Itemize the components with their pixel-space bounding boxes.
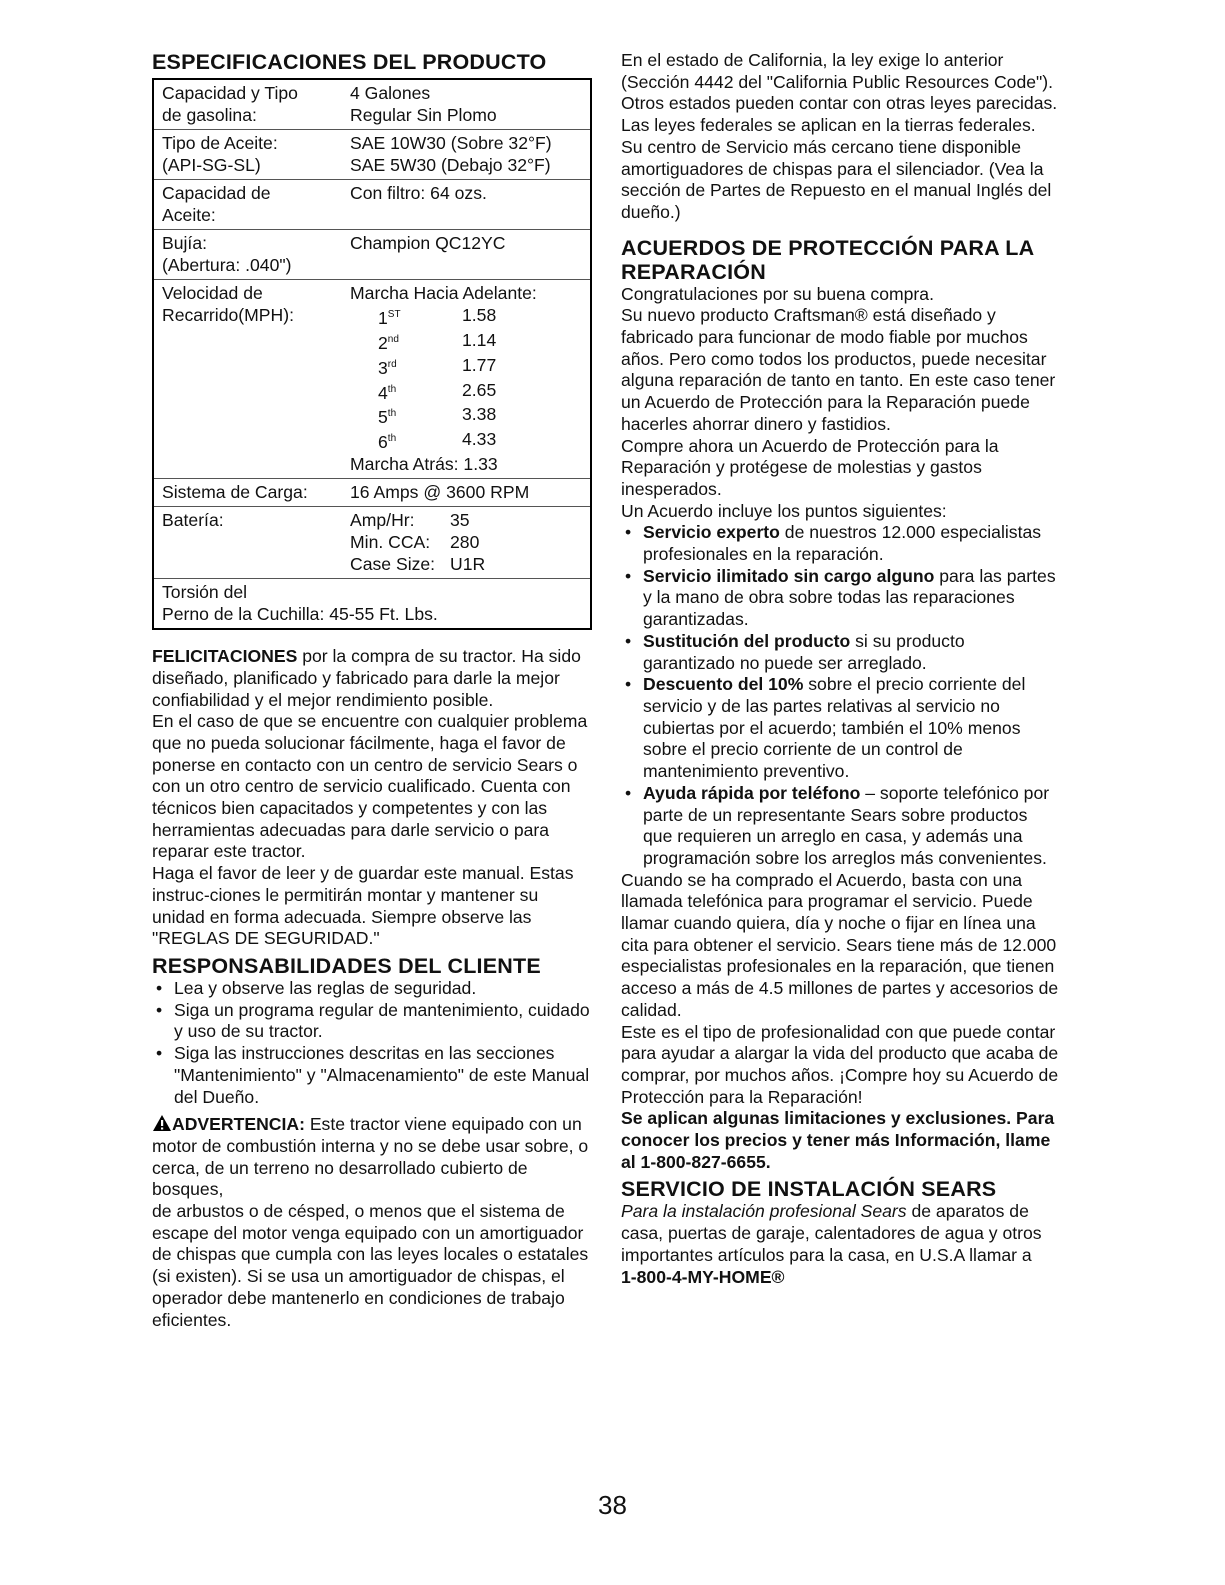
list-item: • Lea y observe las reglas de seguridad. [156,978,477,998]
warning-continued: de arbustos o de césped, o menos que el sistema de escape del motor venga equipado con un amortiguador de chispas que cumpla con las leyes locales o estatales (si existen). Si se usa un amortiguador de chispas, el operador debe mantenerlo en condiciones de trabajo eficientes. [152,1201,589,1330]
list-item: • Servicio experto de nuestros 12.000 especialistas profesionales en la reparación. [625,522,1042,565]
list-item: • Siga un programa regular de mantenimiento, cuidado y uso de su tractor. [156,999,590,1042]
spec-label: (Abertura: .040") [162,255,292,275]
installation-phone: 1-800-4-MY-HOME® [621,1266,785,1287]
gear-row [350,354,584,379]
spec-value: Marcha Atrás: 1.33 [350,454,498,475]
spec-label: Capacidad de [162,183,271,203]
limitations-notice: Se aplican algunas limitaciones y exclusiones. Para conocer los precios y tener más Información, llame al 1-800-827-6655. [621,1108,1055,1172]
spec-label: Velocidad de [162,283,263,303]
battery-field-value: 35 [450,510,470,531]
spec-label: de gasolina: [162,105,257,125]
gear-speed: 2.65 [462,379,497,400]
gear-row [350,304,584,329]
spec-label: Perno de la Cuchilla: [162,604,325,625]
spec-row-blade-torque [154,578,590,628]
spec-label: Sistema de Carga: [162,482,308,503]
gear-speed: 4.33 [462,429,497,450]
service-paragraph: En el caso de que se encuentre con cualquier problema que no pueda solucionar fácilmente, haga el favor de ponerse en contacto con un centro de servicio Sears o con un otro centro de servicio cualificado. Cuenta con técnicos bien capacitados y competentes y con las herramientas adecuadas para darle servicio o para reparar este tractor. [152,711,588,862]
spec-value: SAE 10W30 (Sobre 32°F) [350,133,552,153]
battery-field-label: Min. CCA: [350,532,431,553]
list-item: • Descuento del 10% sobre el precio corriente del servicio y de las partes relativas al servicio no cubiertas por el acuerdo; también el 10% menos sobre el precio corriente de un control de mantenimiento preventivo. [625,674,1026,782]
spec-label: Tipo de Aceite: [162,133,278,153]
benefits-list [621,522,1061,869]
gear-suffix: ST [387,309,401,320]
spec-label: Torsión del [162,582,248,603]
spec-value: 45-55 Ft. Lbs. [329,604,438,625]
spec-value: Marcha Hacia Adelante: [350,283,537,303]
gear-suffix: th [387,383,397,395]
congrats-text: por la compra de su tractor. Ha sido diseñado, planificado y fabricado para darle la mejor confiabilidad y el mejor rendimiento posible. [152,646,581,710]
repair-agreement-title: ACUERDOS DE PROTECCIÓN PARA LA REPARACIÓN [621,235,1034,284]
congrats-heading: FELICITACIONES [152,646,298,667]
gear-row [350,428,584,453]
battery-line [350,553,584,575]
gear-number: 5 [378,407,388,428]
spec-title: ESPECIFICACIONES DEL PRODUCTO [152,50,547,74]
spec-value: Champion QC12YC [350,233,506,253]
spec-row-spark-plug [154,229,590,279]
left-column [152,50,592,1331]
gear-row [350,403,584,428]
warning-label: ADVERTENCIA: [172,1114,305,1135]
battery-field-label: Amp/Hr: [350,510,415,531]
installation-title: SERVICIO DE INSTALACIÓN SEARS [621,1177,997,1202]
spec-label: Capacidad y Tipo [162,83,298,103]
spec-label: Recarrido(MPH): [162,305,294,325]
installation-text: de aparatos de casa, puertas de garaje, calentadores de agua y otros importantes artículos para la casa, en U.S.A llamar a [621,1201,1042,1265]
spec-row-speed [154,279,590,478]
gear-number: 3 [378,357,388,378]
gear-speed: 1.14 [462,329,497,350]
gear-speed: 1.77 [462,354,497,375]
gear-suffix: nd [387,333,399,345]
spec-value: SAE 5W30 (Debajo 32°F) [350,155,551,175]
spec-label: Aceite: [162,205,216,225]
spec-row-oil-capacity [154,179,590,229]
gear-suffix: th [387,433,397,445]
repair-paragraph: Congratulaciones por su buena compra. [621,283,934,304]
repair-paragraph: Su nuevo producto Craftsman® está diseñado y fabricado para funcionar de modo fiable por muchos años. Pero como todos los productos, puede necesitar alguna reparación de tanto en tanto. En este caso tener un Acuerdo de Protección para la Reparación puede hacerles ahorrar dinero y fastidios. [621,305,1056,434]
california-paragraph: En el estado de California, la ley exige lo anterior (Sección 4442 del "California Public Resources Code"). Otros estados pueden contar con otras leyes parecidas. Las leyes federales se aplican en la tierras federales. Su centro de Servicio más cercano tiene disponible amortiguadores de chispas para el silenciador. (Vea la sección de Partes de Repuesto en el manual Inglés del dueño.) [621,50,1058,222]
gear-number: 4 [378,382,388,403]
repair-paragraph: Este es el tipo de profesionalidad con que puede contar para ayudar a alargar la vida del producto que acaba de comprar, por muchos años. ¡Compre hoy su Acuerdo de Protección para la Reparación! [621,1021,1059,1107]
repair-paragraph: Un Acuerdo incluye los puntos siguientes: [621,500,947,521]
page-number: 38 [598,1490,627,1520]
gear-number: 2 [378,332,388,353]
battery-line [350,531,584,553]
list-item: • Ayuda rápida por teléfono – soporte telefónico por parte de un representante Sears sobre productos que requieren un arreglo en casa, y además una programación sobre los arreglos más convenientes. [625,782,1050,868]
repair-paragraph: Cuando se ha comprado el Acuerdo, basta con una llamada telefónica para programar el servicio. Puede llamar cuando quiera, día y noche o fijar en línea una cita para obtener el servicio. Sears tiene más de 12.000 especialistas profesionales en la reparación, que tienen acceso a más de 4.5 millones de partes y accesorios de calidad. [621,869,1059,1020]
battery-field-value: U1R [450,554,486,575]
gear-suffix: rd [387,358,397,370]
installation-italic: Para la instalación profesional Sears [621,1201,907,1222]
warning-triangle-icon [152,1114,172,1132]
spec-value: 16 Amps @ 3600 RPM [350,482,530,503]
congrats-paragraph [152,646,592,711]
spec-value: 4 Galones [350,83,431,103]
right-column [621,50,1061,1288]
warning-text: Este tractor viene equipado con un motor de combustión interna y no se debe usar sobre, o cerca, de un terreno no desarrollado cubierto de bosques, [152,1114,589,1200]
list-item: • Siga las instrucciones descritas en las secciones "Mantenimiento" y "Almacenamiento" de este Manual del Dueño. [156,1043,590,1107]
spec-label: Bujía: [162,233,207,253]
spec-row-battery [154,506,590,578]
list-item: • Sustitución del producto si su producto garantizado no puede ser arreglado. [625,630,965,673]
spec-row-oil [154,129,590,179]
list-item: • Servicio ilimitado sin cargo alguno para las partes y la mano de obra sobre todas las reparaciones garantizadas. [625,565,1056,630]
spec-value: Regular Sin Plomo [350,105,497,125]
gear-row [350,379,584,404]
gear-suffix: th [387,408,397,420]
manual-paragraph: Haga el favor de leer y de guardar este manual. Estas instruc-ciones le permitirán montar y mantener su unidad en forma adecuada. Siempre observe las "REGLAS DE SEGURIDAD." [152,863,574,949]
responsibilities-list [152,978,592,1108]
spec-row-fuel [154,80,590,129]
battery-line [350,509,584,531]
spec-label: Batería: [162,510,224,531]
spec-table [152,78,592,630]
warning-paragraph [152,1114,592,1201]
battery-field-value: 280 [450,532,480,553]
gear-number: 6 [378,432,388,453]
gear-speed: 1.58 [462,305,497,325]
spec-label: (API-SG-SL) [162,155,261,175]
gear-speed: 3.38 [462,404,497,425]
gear-number: 1 [378,307,388,328]
installation-paragraph [621,1201,1061,1266]
spec-row-charging [154,478,590,506]
responsibilities-title: RESPONSABILIDADES DEL CLIENTE [152,954,541,978]
gear-row [350,329,584,354]
battery-field-label: Case Size: [350,554,436,575]
repair-paragraph: Compre ahora un Acuerdo de Protección para la Reparación y protégese de molestias y gastos inesperados. [621,435,999,499]
spec-value: Con filtro: 64 ozs. [350,183,487,203]
